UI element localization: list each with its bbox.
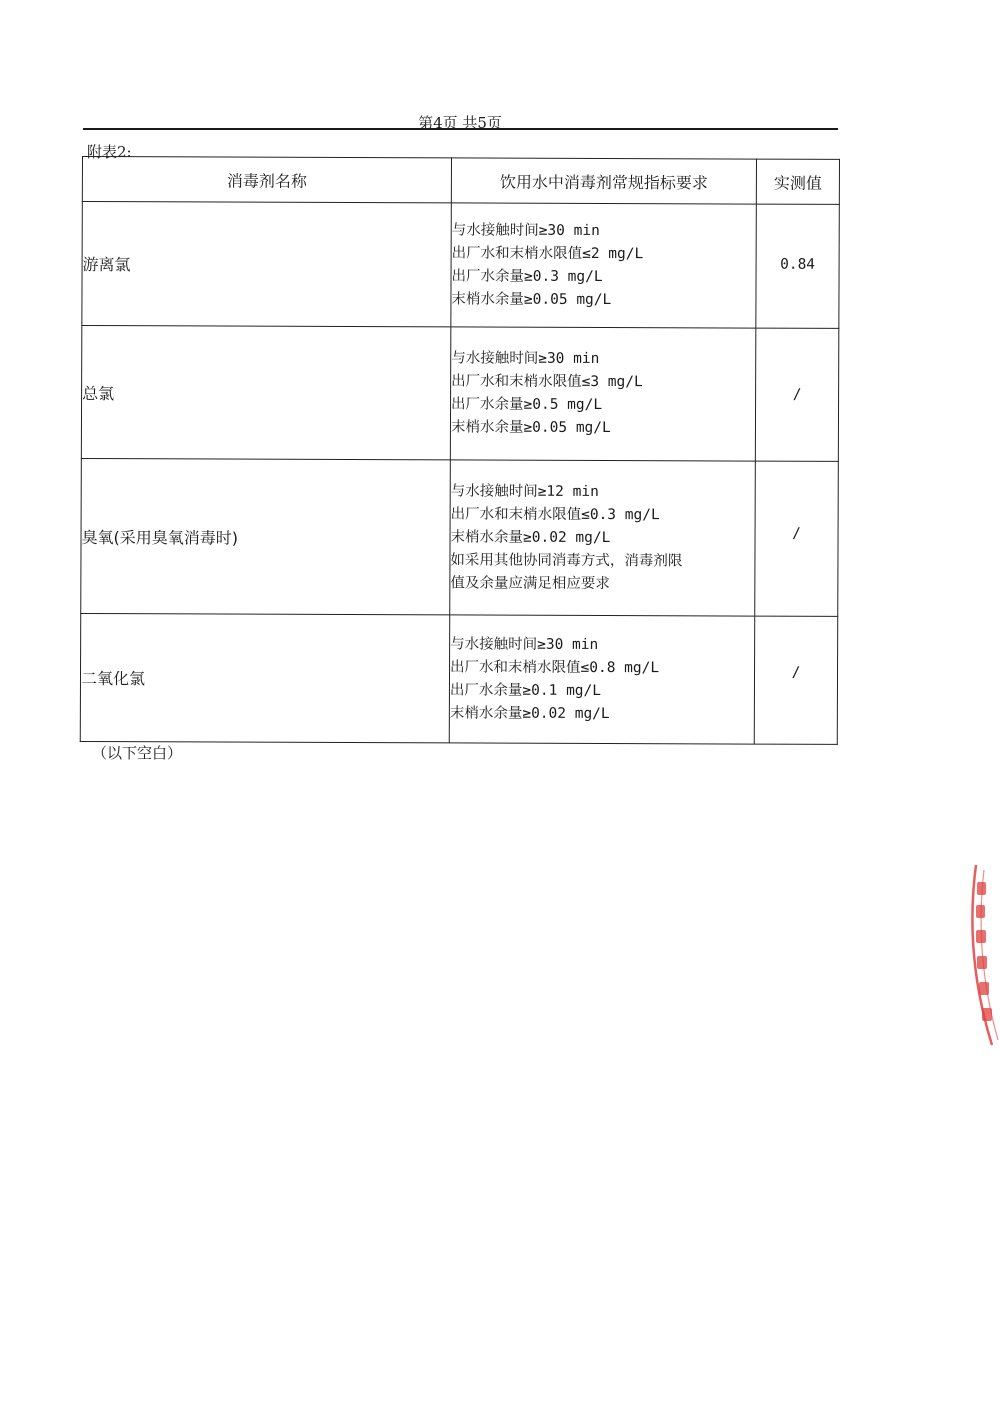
table-row bbox=[81, 326, 839, 462]
table-row bbox=[82, 202, 839, 329]
seal-arc-icon bbox=[962, 860, 1000, 1050]
requirement-line: 出厂水和末梢水限值≤0.8 mg/L bbox=[450, 658, 660, 676]
requirement-line: 与水接触时间≥12 min bbox=[450, 483, 599, 500]
requirement-line: 出厂水和末梢水限值≤2 mg/L bbox=[451, 244, 644, 262]
official-seal-stamp bbox=[962, 860, 1000, 1050]
page-number-header: 第4页 共5页 bbox=[418, 114, 502, 132]
header-measured-value: 实测值 bbox=[756, 159, 839, 204]
requirements-cell bbox=[451, 203, 756, 328]
header-disinfectant-name: 消毒剂名称 bbox=[82, 157, 451, 203]
measured-value: / bbox=[755, 461, 839, 616]
disinfectant-name: 臭氧(采用臭氧消毒时) bbox=[81, 458, 451, 614]
requirements-cell bbox=[449, 615, 754, 744]
requirement-line: 出厂水余量≥0.5 mg/L bbox=[451, 396, 603, 413]
table-row bbox=[80, 613, 837, 744]
requirement-line: 与水接触时间≥30 min bbox=[451, 221, 600, 239]
requirement-line: 出厂水和末梢水限值≤3 mg/L bbox=[451, 373, 643, 391]
requirement-line: 出厂水余量≥0.3 mg/L bbox=[451, 267, 603, 285]
measured-value: / bbox=[754, 616, 837, 744]
measured-value: / bbox=[755, 328, 839, 461]
blank-below-note: （以下空白） bbox=[92, 744, 183, 762]
requirements-cell bbox=[450, 460, 756, 616]
table-row bbox=[81, 458, 839, 616]
requirement-line: 末梢水余量≥0.02 mg/L bbox=[449, 704, 610, 722]
header-requirements: 饮用水中消毒剂常规指标要求 bbox=[451, 158, 756, 204]
requirement-line: 末梢水余量≥0.05 mg/L bbox=[451, 290, 612, 308]
appendix-label: 附表2: bbox=[87, 143, 132, 161]
disinfectant-name: 二氧化氯 bbox=[80, 613, 449, 742]
measured-value: 0.84 bbox=[756, 204, 839, 328]
requirement-line: 出厂水和末梢水限值≤0.3 mg/L bbox=[450, 506, 660, 524]
disinfectant-requirements-table bbox=[80, 156, 840, 745]
disinfectant-name: 游离氯 bbox=[82, 202, 451, 327]
requirement-line: 值及余量应满足相应要求 bbox=[450, 575, 610, 593]
disinfectant-name: 总氯 bbox=[81, 326, 451, 460]
requirement-line: 如采用其他协同消毒方式，消毒剂限 bbox=[450, 552, 683, 570]
requirements-cell bbox=[450, 327, 756, 461]
requirement-line: 末梢水余量≥0.05 mg/L bbox=[450, 419, 611, 437]
requirement-line: 出厂水余量≥0.1 mg/L bbox=[449, 681, 602, 699]
requirement-line: 与水接触时间≥30 min bbox=[451, 350, 600, 367]
header-rule bbox=[83, 128, 838, 130]
table-header-row bbox=[82, 157, 839, 205]
requirement-line: 与水接触时间≥30 min bbox=[450, 635, 599, 653]
requirement-line: 末梢水余量≥0.02 mg/L bbox=[450, 529, 611, 547]
